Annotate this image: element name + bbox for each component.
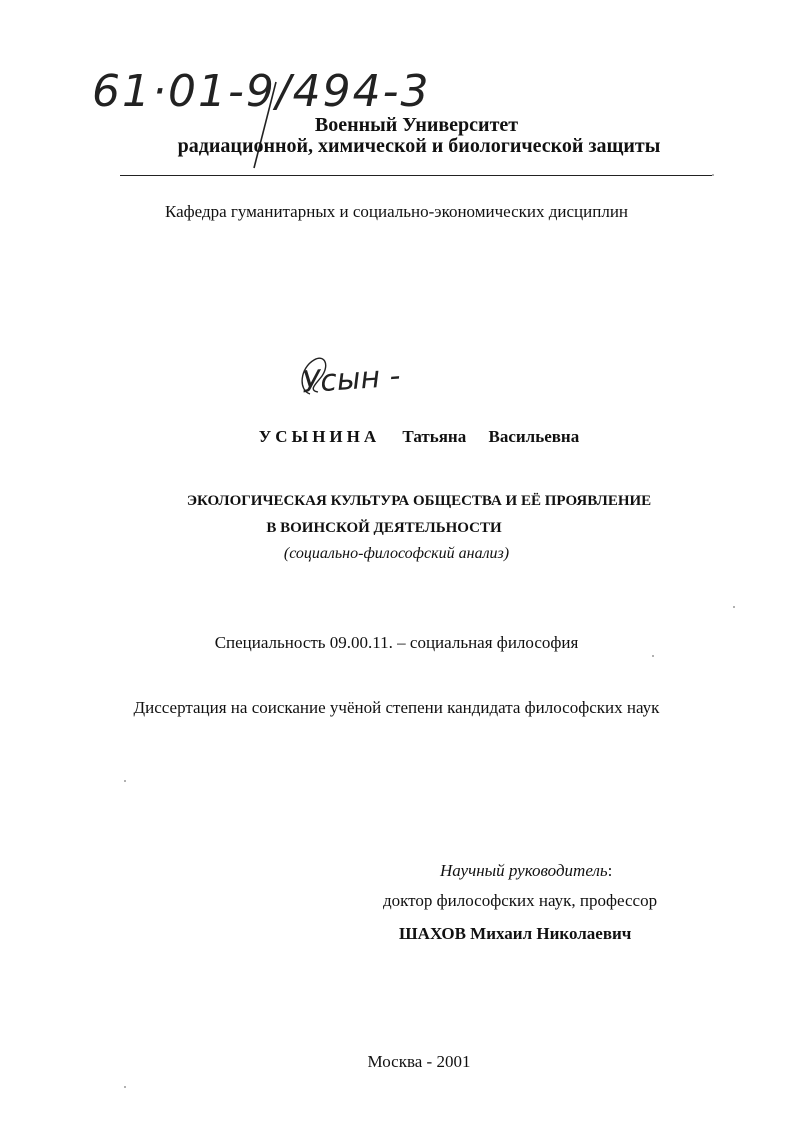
scan-speck (712, 174, 714, 176)
university-line-2: радиационной, химической и биологической защиты (177, 135, 661, 157)
department: Кафедра гуманитарных и социально-экономических дисциплин (164, 202, 629, 221)
title-line-2: В ВОИНСКОЙ ДЕЯТЕЛЬНОСТИ (266, 520, 502, 536)
supervisor-role-colon: : (607, 861, 613, 880)
university-line-1: Военный Университет (314, 114, 519, 136)
header-rule (120, 175, 712, 176)
scan-speck (124, 1086, 126, 1088)
scan-speck (733, 606, 735, 608)
signature: Усын - (300, 358, 402, 401)
scan-speck (652, 655, 654, 657)
city-year: Москва - 2001 (367, 1052, 471, 1071)
scan-speck (124, 780, 126, 782)
supervisor-role-label: Научный руководитель (440, 861, 608, 880)
archive-number: 61·01-9/494-3 (92, 66, 431, 117)
title-line-1: ЭКОЛОГИЧЕСКАЯ КУЛЬТУРА ОБЩЕСТВА И ЕЁ ПРОЯВЛЕНИЕ (186, 493, 652, 509)
author-patronymic: Васильевна (488, 427, 580, 446)
supervisor-degree: доктор философских наук, профессор (383, 891, 658, 910)
supervisor-role (440, 861, 612, 881)
author-first-name: Татьяна (402, 427, 467, 446)
specialty: Специальность 09.00.11. – социальная философия (214, 633, 579, 652)
supervisor-name: ШАХОВ Михаил Николаевич (399, 924, 632, 943)
author-surname: УСЫНИНА (258, 427, 381, 446)
dissertation-statement: Диссертация на соискание учёной степени кандидата философских наук (133, 698, 660, 717)
author-name (0, 427, 793, 447)
signature-flourish (296, 350, 356, 400)
title-subtitle: (социально-философский анализ) (283, 545, 510, 562)
